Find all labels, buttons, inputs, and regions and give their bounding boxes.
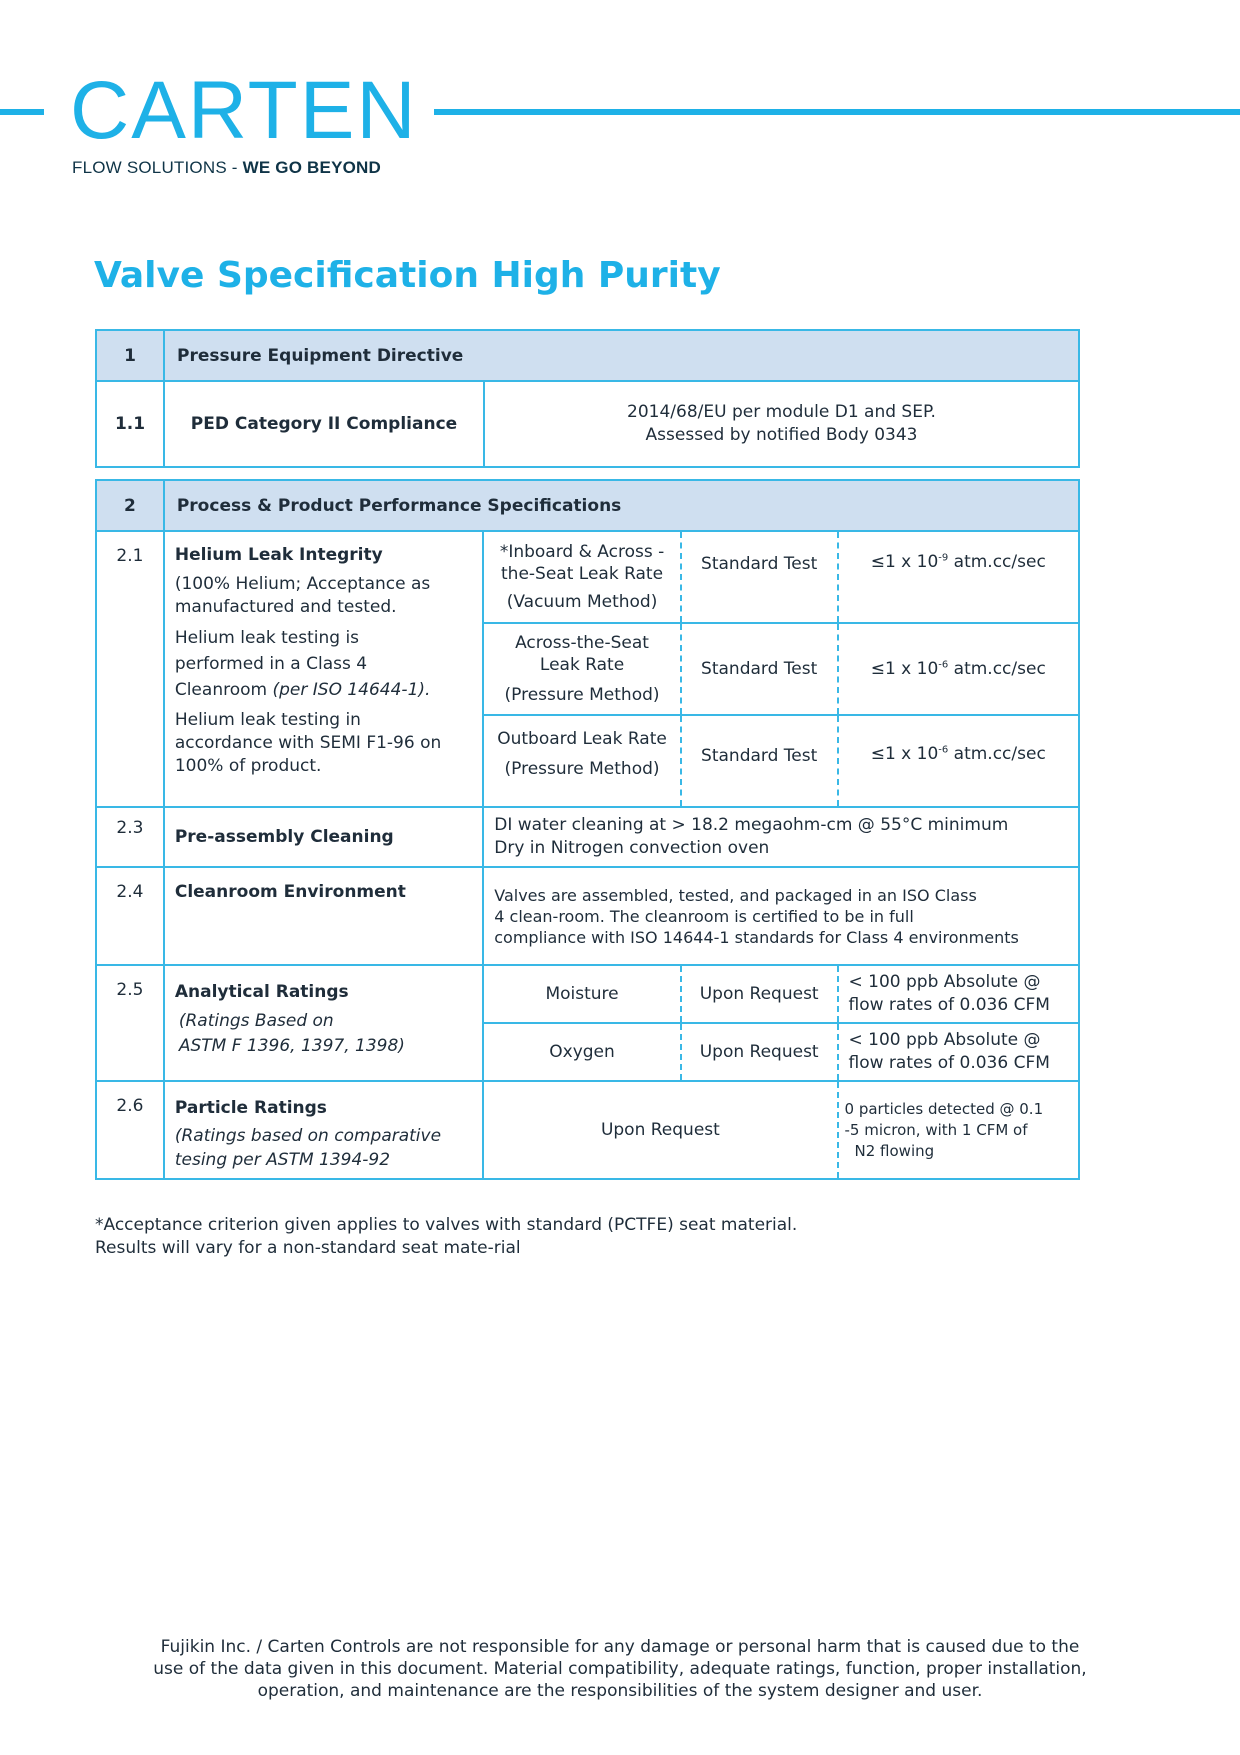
section-1-table bbox=[95, 329, 1080, 468]
row-name: PED Category II Compliance bbox=[164, 381, 484, 467]
desc-italic: (per ISO 14644-1). bbox=[272, 680, 431, 700]
table-row bbox=[96, 1081, 1079, 1179]
table-row bbox=[96, 807, 1079, 867]
test-name-line: *Inboard & Across - bbox=[499, 542, 665, 562]
section-number: 1 bbox=[96, 330, 164, 381]
row-name: Pre-assembly Cleaning bbox=[164, 807, 483, 867]
desc-plain: Cleanroom bbox=[174, 680, 273, 700]
row-description: (100% Helium; Acceptance as manufactured and tested. bbox=[174, 574, 431, 617]
tagline-bold: WE GO BEYOND bbox=[242, 158, 381, 177]
spec-line: < 100 ppb Absolute @ bbox=[848, 1030, 1041, 1050]
row-number: 2.6 bbox=[96, 1081, 164, 1179]
gas-name: Oxygen bbox=[483, 1023, 681, 1081]
footnote-line: *Acceptance criterion given applies to valves with standard (PCTFE) seat material. bbox=[95, 1215, 798, 1235]
spec-line: flow rates of 0.036 CFM bbox=[848, 1053, 1050, 1073]
tagline bbox=[72, 158, 381, 178]
row-note: (Ratings based on comparative bbox=[174, 1126, 442, 1146]
test-method: (Pressure Method) bbox=[504, 685, 660, 705]
section-heading: Process & Product Performance Specifications bbox=[164, 480, 1079, 531]
row-value bbox=[484, 381, 1079, 467]
spec-line: flow rates of 0.036 CFM bbox=[848, 995, 1050, 1015]
row-name: Cleanroom Environment bbox=[164, 867, 483, 965]
row-description: Helium leak testing in accordance with SEMI F1-96 on 100% of product. bbox=[174, 710, 442, 776]
table-row bbox=[96, 531, 1079, 623]
test-type: Upon Request bbox=[681, 965, 838, 1023]
footnote bbox=[95, 1214, 797, 1260]
spec-suffix: atm.cc/sec bbox=[948, 744, 1046, 764]
section-header-row bbox=[96, 330, 1079, 381]
header-rule-left bbox=[0, 109, 44, 115]
particle-spec bbox=[838, 1081, 1079, 1179]
page-title: Valve Specification High Purity bbox=[94, 255, 721, 296]
value-line: DI water cleaning at > 18.2 megaohm-cm @ 55°C minimum bbox=[494, 815, 1009, 835]
value-line: Dry in Nitrogen convection oven bbox=[494, 838, 770, 858]
spec-line: N2 flowing bbox=[854, 1141, 935, 1160]
row-number: 2.4 bbox=[96, 867, 164, 965]
row-number: 2.1 bbox=[96, 531, 164, 807]
value-line: 2014/68/EU per module D1 and SEP. bbox=[627, 402, 936, 422]
desc-line: Helium leak testing is bbox=[174, 628, 360, 648]
gas-name: Moisture bbox=[483, 965, 681, 1023]
spec-exponent: -6 bbox=[938, 659, 949, 671]
carten-logo: CARTEN bbox=[70, 65, 418, 156]
section-number: 2 bbox=[96, 480, 164, 531]
rating-spec bbox=[838, 965, 1079, 1023]
value-line: 4 clean-room. The cleanroom is certified to be in full bbox=[494, 906, 914, 926]
row-note: (Ratings Based on bbox=[178, 1011, 334, 1031]
spec-prefix: ≤1 x 10 bbox=[870, 552, 939, 572]
section-2-table bbox=[95, 479, 1080, 1180]
spec-line: 0 particles detected @ 0.1 bbox=[844, 1099, 1044, 1118]
rating-spec bbox=[838, 1023, 1079, 1081]
test-name-line: Leak Rate bbox=[539, 655, 625, 675]
row-note: ASTM F 1396, 1397, 1398) bbox=[178, 1036, 405, 1056]
disclaimer-line: Fujikin Inc. / Carten Controls are not responsible for any damage or personal harm that is caused due to the bbox=[160, 1637, 1080, 1657]
test-method: (Pressure Method) bbox=[504, 759, 660, 779]
row-number: 2.3 bbox=[96, 807, 164, 867]
test-name bbox=[483, 623, 681, 715]
footnote-line: Results will vary for a non-standard seat mate-rial bbox=[95, 1238, 521, 1258]
table-row bbox=[96, 867, 1079, 965]
row-note: tesing per ASTM 1394-92 bbox=[174, 1150, 391, 1170]
test-type: Standard Test bbox=[681, 531, 838, 623]
row-name: Particle Ratings bbox=[174, 1098, 327, 1118]
test-name bbox=[483, 715, 681, 807]
test-spec bbox=[838, 715, 1079, 807]
desc-line: performed in a Class 4 bbox=[174, 654, 368, 674]
desc-line bbox=[175, 677, 474, 703]
table-row bbox=[96, 965, 1079, 1023]
row-name: Helium Leak Integrity bbox=[174, 545, 383, 565]
spec-exponent: -9 bbox=[938, 552, 949, 564]
row-number: 1.1 bbox=[96, 381, 164, 467]
spec-suffix: atm.cc/sec bbox=[948, 659, 1046, 679]
test-type: Standard Test bbox=[681, 715, 838, 807]
row-name-cell bbox=[164, 1081, 483, 1179]
row-description bbox=[175, 625, 474, 703]
spec-suffix: atm.cc/sec bbox=[948, 552, 1046, 572]
value-line: Valves are assembled, tested, and packaged in an ISO Class bbox=[494, 885, 977, 905]
row-value bbox=[483, 867, 1079, 965]
test-name-line: the-Seat Leak Rate bbox=[501, 564, 664, 584]
spec-prefix: ≤1 x 10 bbox=[870, 744, 939, 764]
test-name-line: Across-the-Seat bbox=[515, 633, 649, 653]
spec-line: -5 micron, with 1 CFM of bbox=[844, 1120, 1028, 1139]
value-line: Assessed by notified Body 0343 bbox=[645, 425, 918, 445]
disclaimer-line: operation, and maintenance are the responsibilities of the system designer and user. bbox=[257, 1681, 983, 1701]
test-type: Upon Request bbox=[483, 1081, 837, 1179]
disclaimer-line: use of the data given in this document. Material compatibility, adequate ratings, function, proper installation, bbox=[153, 1659, 1087, 1679]
row-name-cell bbox=[164, 965, 483, 1081]
test-type: Upon Request bbox=[681, 1023, 838, 1081]
header-rule-right bbox=[434, 109, 1240, 115]
disclaimer bbox=[100, 1636, 1140, 1702]
tagline-light: FLOW SOLUTIONS - bbox=[72, 158, 243, 177]
section-heading: Pressure Equipment Directive bbox=[164, 330, 1079, 381]
test-name bbox=[483, 531, 681, 623]
row-name-cell bbox=[164, 531, 483, 807]
spec-prefix: ≤1 x 10 bbox=[870, 659, 939, 679]
test-name-line: Outboard Leak Rate bbox=[497, 729, 667, 749]
spec-exponent: -6 bbox=[938, 744, 949, 756]
spec-line: < 100 ppb Absolute @ bbox=[848, 972, 1041, 992]
table-row bbox=[96, 381, 1079, 467]
test-spec bbox=[838, 531, 1079, 623]
test-method: (Vacuum Method) bbox=[506, 592, 658, 612]
test-spec bbox=[838, 623, 1079, 715]
row-number: 2.5 bbox=[96, 965, 164, 1081]
row-name: Analytical Ratings bbox=[174, 982, 349, 1002]
section-header-row bbox=[96, 480, 1079, 531]
test-type: Standard Test bbox=[681, 623, 838, 715]
row-value bbox=[483, 807, 1079, 867]
value-line: compliance with ISO 14644-1 standards for Class 4 environments bbox=[494, 927, 1019, 947]
